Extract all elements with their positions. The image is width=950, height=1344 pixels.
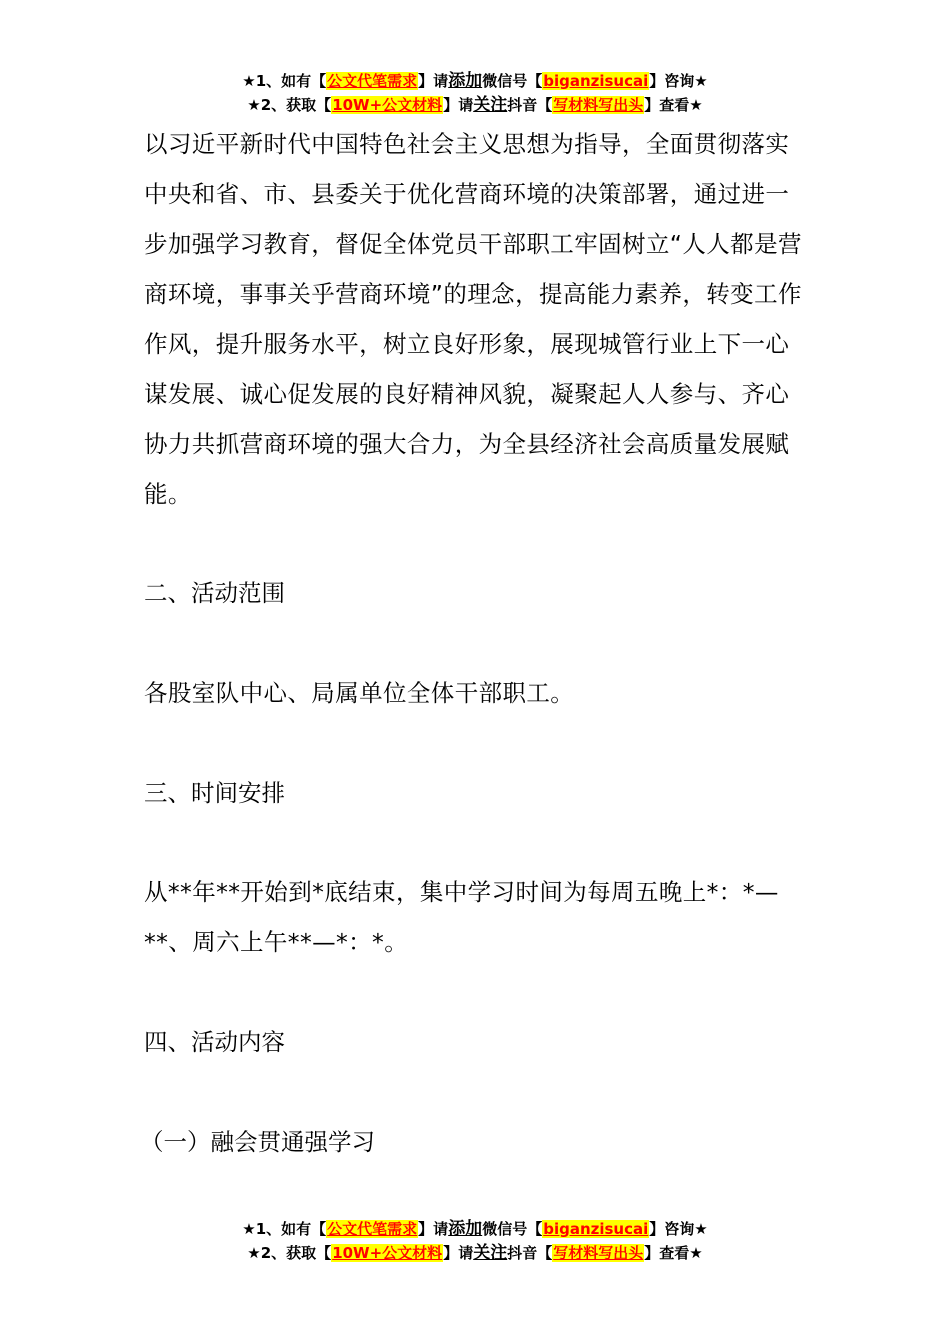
banner-highlight: 公文代笔需求 xyxy=(327,72,418,90)
banner-text: ★1、如有【 xyxy=(242,72,327,90)
banner-text: 】请 xyxy=(418,1220,449,1238)
banner-line-1 xyxy=(0,69,950,93)
banner-highlight: 写材料写出头 xyxy=(553,96,644,114)
banner-text: 抖音【 xyxy=(507,1244,553,1262)
banner-highlight: biganzisucai xyxy=(543,72,649,90)
banner-text: 】查看★ xyxy=(644,1244,703,1262)
body-paragraph: 以习近平新时代中国特色社会主义思想为指导，全面贯彻落实中央和省、市、县委关于优化营商环境的决策部署，通过进一步加强学习教育，督促全体党员干部职工牢固树立“人人都是营商环境，事事关乎营商环境”的理念，提高能力素养，转变工作作风，提升服务水平，树立良好形象，展现城管行业上下一心谋发展、诚心促发展的良好精神风貌，凝聚起人人参与、齐心协力共抓营商环境的强大合力，为全县经济社会高质量发展赋能。 xyxy=(144,130,802,508)
banner-text: ★2、获取【 xyxy=(247,96,332,114)
banner-text: 微信号【 xyxy=(482,1220,543,1238)
banner-line-1 xyxy=(0,1217,950,1241)
section-heading: 二、活动范围 xyxy=(144,579,285,607)
banner-text: ★1、如有【 xyxy=(242,1220,327,1238)
banner-highlight: 公文代笔需求 xyxy=(327,1220,418,1238)
footer-banner xyxy=(0,1217,950,1265)
banner-text: 】请 xyxy=(443,96,474,114)
banner-text: 】查看★ xyxy=(644,96,703,114)
banner-emphasis: 关注 xyxy=(473,95,508,115)
banner-emphasis: 添加 xyxy=(448,1219,483,1239)
banner-highlight: 10W+公文材料 xyxy=(332,96,443,114)
banner-text: 微信号【 xyxy=(482,72,543,90)
banner-text: 抖音【 xyxy=(507,96,553,114)
banner-emphasis: 添加 xyxy=(448,71,483,91)
banner-highlight: biganzisucai xyxy=(543,1220,649,1238)
section-heading: 三、时间安排 xyxy=(144,779,285,807)
banner-text: 】咨询★ xyxy=(649,72,708,90)
body-paragraph: 从**年**开始到*底结束，集中学习时间为每周五晚上*：*—**、周六上午**—*：*。 xyxy=(144,878,779,956)
banner-text: 】请 xyxy=(418,72,449,90)
body-paragraph: 各股室队中心、局属单位全体干部职工。 xyxy=(144,679,575,707)
banner-line-2 xyxy=(0,93,950,117)
section-heading: 四、活动内容 xyxy=(144,1028,285,1056)
banner-text: ★2、获取【 xyxy=(247,1244,332,1262)
banner-emphasis: 关注 xyxy=(473,1243,508,1263)
banner-text: 】请 xyxy=(443,1244,474,1262)
banner-line-2 xyxy=(0,1241,950,1265)
banner-highlight: 10W+公文材料 xyxy=(332,1244,443,1262)
subsection-heading: （一）融会贯通强学习 xyxy=(140,1128,375,1156)
header-banner xyxy=(0,69,950,117)
banner-text: 】咨询★ xyxy=(649,1220,708,1238)
banner-highlight: 写材料写出头 xyxy=(553,1244,644,1262)
